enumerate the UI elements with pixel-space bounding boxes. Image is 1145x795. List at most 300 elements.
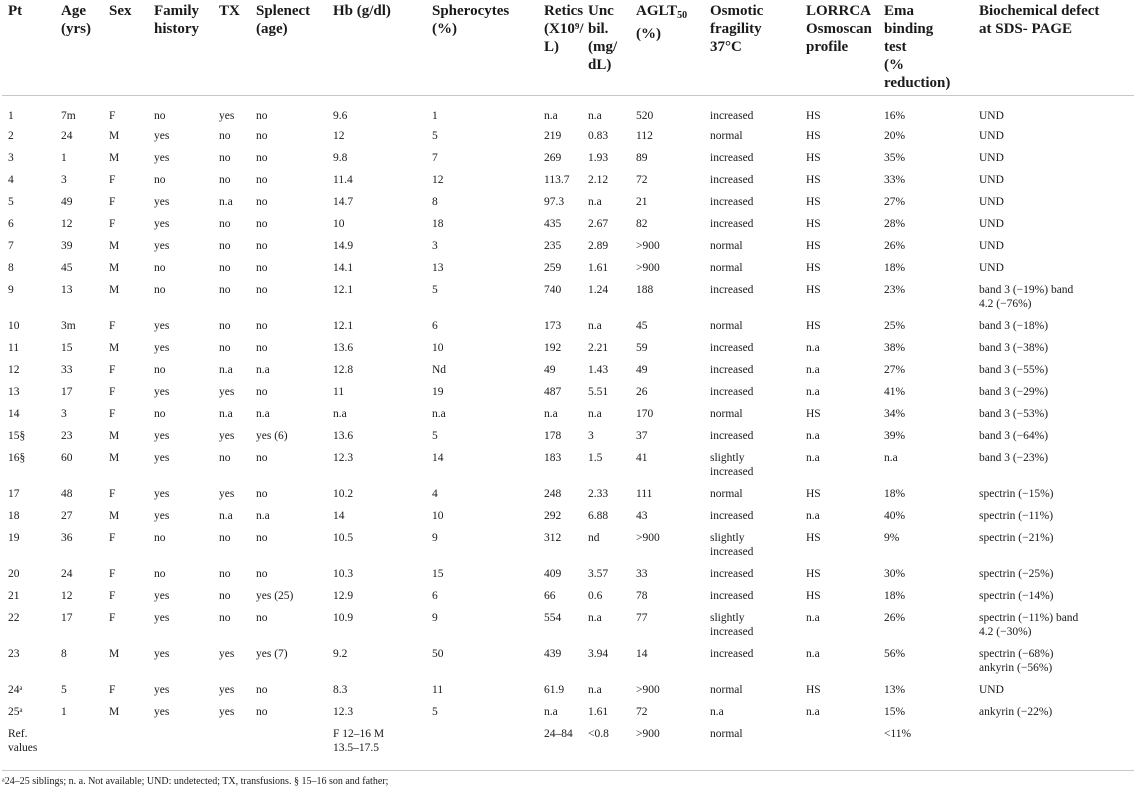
table-body (2, 96, 1134, 771)
table-cell: spectrin (−68%) ankyrin (−56%) (979, 648, 1054, 674)
column-header: Sex (103, 0, 148, 96)
table-cell: no (154, 408, 166, 420)
table-cell: 16§ (8, 452, 26, 464)
table-cell: yes (154, 510, 170, 522)
table-cell: F (109, 590, 116, 602)
table-row (2, 129, 1134, 151)
table-cell: 740 (544, 284, 562, 296)
table-row (2, 385, 1134, 407)
table-row (2, 173, 1134, 195)
table-cell: no (256, 706, 268, 718)
table-cell: spectrin (−11%) (979, 510, 1054, 522)
table-cell: 3 (61, 408, 67, 420)
table-cell: 72 (636, 174, 648, 186)
table-cell: 40% (884, 510, 906, 522)
table-cell: 4 (432, 488, 438, 500)
table-cell: 9 (8, 284, 14, 296)
table-cell: 9.6 (333, 110, 348, 122)
table-cell: 7m (61, 110, 76, 122)
table-cell: no (256, 452, 268, 464)
table-cell: no (154, 568, 166, 580)
table-cell: 10 (432, 342, 444, 354)
table-cell: n.a (544, 408, 558, 420)
table-cell: n.a (256, 364, 270, 376)
table-cell: 49 (636, 364, 648, 376)
table-cell: 12.1 (333, 320, 354, 332)
table-footnote: ᵃ24–25 siblings; n. a. Not available; UND: undetected; TX, transfusions. § 15–16 son and father; (2, 776, 389, 787)
table-cell: n.a (219, 196, 233, 208)
column-header: LORRCA Osmoscan profile (800, 0, 878, 96)
table-cell: n.a (806, 612, 820, 624)
table-cell: 14 (8, 408, 20, 420)
table-cell: 13.6 (333, 342, 354, 354)
header-row (2, 0, 1134, 96)
table-cell: 112 (636, 130, 653, 142)
table-cell: increased (710, 174, 754, 186)
table-cell: M (109, 706, 120, 718)
table-cell: 188 (636, 284, 654, 296)
table-cell: no (154, 532, 166, 544)
table-cell: 13 (432, 262, 444, 274)
table-row (2, 341, 1134, 363)
table-cell: 9 (432, 612, 438, 624)
table-cell: ankyrin (−22%) (979, 706, 1053, 718)
table-cell: spectrin (−14%) (979, 590, 1054, 602)
table-cell: 35% (884, 152, 906, 164)
table-cell: yes (154, 130, 170, 142)
table-cell: 1.61 (588, 262, 609, 274)
table-cell: no (219, 612, 231, 624)
column-header: Ema binding test (% reduction) (878, 0, 973, 96)
table-cell: >900 (636, 262, 660, 274)
column-header: Family history (148, 0, 213, 96)
column-header: Hb (g/dl) (327, 0, 426, 96)
table-row (2, 567, 1134, 589)
table-cell: 5 (432, 430, 438, 442)
table-cell: 10.5 (333, 532, 354, 544)
table-cell: 19 (432, 386, 444, 398)
table-cell: 2.12 (588, 174, 609, 186)
table-cell: yes (154, 590, 170, 602)
table-cell: spectrin (−11%) band 4.2 (−30%) (979, 612, 1079, 638)
table-cell: 82 (636, 218, 648, 230)
table-cell: UND (979, 152, 1004, 164)
table-cell: no (219, 284, 231, 296)
table-cell: UND (979, 110, 1004, 122)
table-cell: 97.3 (544, 196, 565, 208)
table-row (2, 239, 1134, 261)
table-cell: increased (710, 430, 754, 442)
table-cell: HS (806, 568, 821, 580)
table-cell: normal (710, 262, 743, 274)
table-cell: 10 (333, 218, 345, 230)
table-cell: 8.3 (333, 684, 348, 696)
table-cell: yes (219, 110, 235, 122)
table-cell: yes (154, 320, 170, 332)
table-cell: HS (806, 488, 821, 500)
table-cell: 439 (544, 648, 562, 660)
table-cell: 49 (61, 196, 73, 208)
table-cell: 27% (884, 196, 906, 208)
table-cell: 3 (61, 174, 67, 186)
table-cell: 41 (636, 452, 648, 464)
table-cell: 2.33 (588, 488, 609, 500)
table-row (2, 363, 1134, 385)
table-cell: no (256, 130, 268, 142)
table-row (2, 283, 1134, 319)
table-cell: n.a (219, 408, 233, 420)
table-cell: 3 (8, 152, 14, 164)
table-cell: >900 (636, 728, 660, 740)
table-cell: Nd (432, 364, 447, 376)
table-cell: 25ᵃ (8, 706, 23, 718)
table-cell: n.a (806, 364, 820, 376)
table-cell: 7 (8, 240, 14, 252)
table-cell: 18 (8, 510, 20, 522)
table-row (2, 407, 1134, 429)
table-cell: n.a (884, 452, 898, 464)
table-cell: normal (710, 240, 743, 252)
table-cell: F (109, 488, 116, 500)
table-cell: 292 (544, 510, 562, 522)
table-cell: 10.2 (333, 488, 354, 500)
table-cell: 33% (884, 174, 906, 186)
table-cell: 15% (884, 706, 906, 718)
table-cell: 6 (432, 320, 438, 332)
table-cell: 39 (61, 240, 73, 252)
table-cell: 1.5 (588, 452, 603, 464)
table-cell: >900 (636, 240, 660, 252)
table-cell: 10.9 (333, 612, 354, 624)
table-cell: n.a (588, 612, 602, 624)
table-cell: 2.21 (588, 342, 609, 354)
table-cell: 5 (8, 196, 14, 208)
column-header: Pt (2, 0, 55, 96)
table-cell: normal (710, 130, 743, 142)
table-cell: 12.3 (333, 706, 354, 718)
table-cell: n.a (256, 510, 270, 522)
table-cell: 5 (432, 130, 438, 142)
table-cell: 3m (61, 320, 76, 332)
table-cell: 5 (432, 706, 438, 718)
table-cell: no (256, 532, 268, 544)
table-row (2, 151, 1134, 173)
table-cell: 61.9 (544, 684, 565, 696)
table-cell: 9.8 (333, 152, 348, 164)
table-cell: 11 (8, 342, 20, 354)
table-cell: 66 (544, 590, 556, 602)
table-cell: n.a (432, 408, 446, 420)
table-cell: increased (710, 568, 754, 580)
table-row (2, 683, 1134, 705)
table-cell: normal (710, 408, 743, 420)
table-cell: yes (154, 218, 170, 230)
table-cell: HS (806, 130, 821, 142)
table-cell: n.a (806, 452, 820, 464)
table-cell: 409 (544, 568, 562, 580)
table-cell: 12 (333, 130, 345, 142)
table-cell: 2.67 (588, 218, 609, 230)
table-cell: 183 (544, 452, 562, 464)
table-cell: normal (710, 488, 743, 500)
table-cell: yes (219, 430, 235, 442)
table-cell: no (219, 342, 231, 354)
table-row (2, 727, 1134, 770)
table-cell: yes (219, 386, 235, 398)
table-cell: yes (219, 488, 235, 500)
table-cell: yes (154, 684, 170, 696)
table-cell: 23 (61, 430, 73, 442)
table-cell: no (256, 488, 268, 500)
table-cell: HS (806, 408, 821, 420)
table-header (2, 0, 1134, 96)
table-cell: 24 (61, 568, 73, 580)
table-cell: HS (806, 218, 821, 230)
table-cell: band 3 (−19%) band 4.2 (−76%) (979, 284, 1074, 310)
table-cell: 17 (61, 612, 73, 624)
table-cell: 59 (636, 342, 648, 354)
table-cell: 30% (884, 568, 906, 580)
table-cell: n.a (588, 408, 602, 420)
table-row (2, 647, 1134, 683)
table-cell: no (219, 320, 231, 332)
table-cell: n.a (806, 510, 820, 522)
table-cell: 1 (61, 706, 67, 718)
column-header: TX (213, 0, 250, 96)
table-cell: HS (806, 196, 821, 208)
table-cell: 18% (884, 262, 906, 274)
table-cell: 18% (884, 590, 906, 602)
table-cell: 17 (61, 386, 73, 398)
table-row (2, 261, 1134, 283)
table-cell: HS (806, 262, 821, 274)
table-cell: F (109, 408, 116, 420)
table-cell: 45 (61, 262, 73, 274)
table-cell: band 3 (−55%) (979, 364, 1049, 376)
table-cell: 11 (432, 684, 444, 696)
table-cell: 3.94 (588, 648, 609, 660)
table-cell: 10.3 (333, 568, 354, 580)
table-cell: 12.1 (333, 284, 354, 296)
table-cell: 113.7 (544, 174, 570, 186)
table-cell: yes (154, 612, 170, 624)
table-cell: 554 (544, 612, 562, 624)
table-cell: M (109, 342, 120, 354)
table-cell: slightly increased (710, 532, 754, 558)
table-cell: 13% (884, 684, 906, 696)
table-cell: 173 (544, 320, 562, 332)
table-cell: 13 (8, 386, 20, 398)
table-cell: 11 (333, 386, 345, 398)
table-row (2, 429, 1134, 451)
table-cell: 43 (636, 510, 648, 522)
table-cell: 111 (636, 488, 653, 500)
table-cell: yes (154, 488, 170, 500)
table-cell: no (256, 612, 268, 624)
table-cell: <0.8 (588, 728, 609, 740)
table-cell: 45 (636, 320, 648, 332)
table-cell: 34% (884, 408, 906, 420)
table-cell: 6 (8, 218, 14, 230)
table-cell: 12 (8, 364, 20, 376)
table-cell: no (219, 240, 231, 252)
table-cell: increased (710, 342, 754, 354)
table-cell: 48 (61, 488, 73, 500)
table-cell: 1.93 (588, 152, 609, 164)
table-cell: no (219, 568, 231, 580)
table-cell: 18% (884, 488, 906, 500)
table-cell: 13.6 (333, 430, 354, 442)
table-cell: yes (219, 706, 235, 718)
table-row (2, 96, 1134, 130)
table-cell: 26% (884, 240, 906, 252)
table-cell: 78 (636, 590, 648, 602)
table-cell: F (109, 612, 116, 624)
table-cell: yes (6) (256, 430, 288, 442)
table-cell: n.a (333, 408, 347, 420)
table-cell: n.a (806, 648, 820, 660)
table-cell (148, 727, 213, 770)
table-cell: F (109, 320, 116, 332)
table-cell: no (219, 590, 231, 602)
table-row (2, 705, 1134, 727)
table-cell (973, 727, 1134, 770)
table-cell: band 3 (−64%) (979, 430, 1049, 442)
table-cell: 2 (8, 130, 14, 142)
table-cell: 14.7 (333, 196, 354, 208)
table-cell: 7 (432, 152, 438, 164)
column-header: Osmotic fragility 37°C (704, 0, 800, 96)
table-cell: 21 (636, 196, 648, 208)
table-cell: n.a (806, 430, 820, 442)
table-cell: yes (25) (256, 590, 294, 602)
table-cell (213, 727, 250, 770)
table-cell: increased (710, 364, 754, 376)
table-cell: 25% (884, 320, 906, 332)
table-cell: 36 (61, 532, 73, 544)
table-cell: 37 (636, 430, 648, 442)
table-cell: spectrin (−15%) (979, 488, 1054, 500)
table-cell: <11% (884, 728, 912, 740)
table-cell: 18 (432, 218, 444, 230)
table-cell: slightly increased (710, 612, 754, 638)
table-cell: F (109, 532, 116, 544)
table-cell: no (256, 196, 268, 208)
table-cell: n.a (219, 364, 233, 376)
table-row (2, 217, 1134, 239)
table-cell: F (109, 684, 116, 696)
table-cell: 4 (8, 174, 14, 186)
table-cell: increased (710, 110, 754, 122)
patient-data-table (2, 0, 1134, 770)
table-cell: 12.3 (333, 452, 354, 464)
table-cell: n.a (219, 510, 233, 522)
table-cell: 24 (61, 130, 73, 142)
table-cell: normal (710, 684, 743, 696)
table-cell: no (256, 320, 268, 332)
table-cell: no (154, 284, 166, 296)
table-row (2, 611, 1134, 647)
table-cell: normal (710, 728, 743, 740)
table-cell: 12.9 (333, 590, 354, 602)
table-cell: 17 (8, 488, 20, 500)
table-cell: UND (979, 218, 1004, 230)
table-cell: 1.61 (588, 706, 609, 718)
table-cell: >900 (636, 532, 660, 544)
table-cell: spectrin (−21%) (979, 532, 1054, 544)
table-cell: 20 (8, 568, 20, 580)
table-cell: 24–84 (544, 728, 573, 740)
table-cell: UND (979, 196, 1004, 208)
table-cell: yes (154, 240, 170, 252)
table-cell: UND (979, 262, 1004, 274)
table-cell: M (109, 510, 120, 522)
table-cell: no (256, 218, 268, 230)
table-cell: 26 (636, 386, 648, 398)
table-cell: 60 (61, 452, 73, 464)
table-cell (426, 727, 538, 770)
table-cell: UND (979, 240, 1004, 252)
table-cell: yes (154, 706, 170, 718)
table-cell: n.a (256, 408, 270, 420)
table-cell: 33 (61, 364, 73, 376)
table-cell: 10 (432, 510, 444, 522)
table-cell: 24ᵃ (8, 684, 23, 696)
table-cell: yes (154, 196, 170, 208)
table-cell: 6.88 (588, 510, 609, 522)
table-cell: 14.9 (333, 240, 354, 252)
table-cell: HS (806, 110, 821, 122)
table-cell: F (109, 196, 116, 208)
table-cell: 22 (8, 612, 20, 624)
table-row (2, 509, 1134, 531)
table-cell: yes (219, 648, 235, 660)
table-cell: 3 (588, 430, 594, 442)
table-cell: 192 (544, 342, 562, 354)
table-cell: 219 (544, 130, 562, 142)
table-cell: 178 (544, 430, 562, 442)
table-cell: 8 (432, 196, 438, 208)
table-cell: 14 (432, 452, 444, 464)
table-cell: M (109, 452, 120, 464)
table-cell: M (109, 240, 120, 252)
table-cell (250, 727, 327, 770)
table-cell: no (256, 284, 268, 296)
table-cell: HS (806, 590, 821, 602)
table-cell: M (109, 262, 120, 274)
table-cell: n.a (806, 386, 820, 398)
table-cell: UND (979, 684, 1004, 696)
table-cell: no (256, 240, 268, 252)
table-cell: 14 (333, 510, 345, 522)
table-cell: band 3 (−18%) (979, 320, 1049, 332)
table-cell: 23 (8, 648, 20, 660)
table-cell: 2.89 (588, 240, 609, 252)
table-cell: 28% (884, 218, 906, 230)
table-cell: F (109, 110, 116, 122)
table-cell: yes (154, 386, 170, 398)
table-cell: 15§ (8, 430, 26, 442)
table-cell: 8 (61, 648, 67, 660)
table-cell: HS (806, 532, 821, 544)
table-cell: 12 (61, 590, 73, 602)
table-cell: no (219, 262, 231, 274)
table-cell: 72 (636, 706, 648, 718)
table-cell: no (219, 452, 231, 464)
table-row (2, 195, 1134, 217)
table-cell: >900 (636, 684, 660, 696)
table-cell: increased (710, 510, 754, 522)
